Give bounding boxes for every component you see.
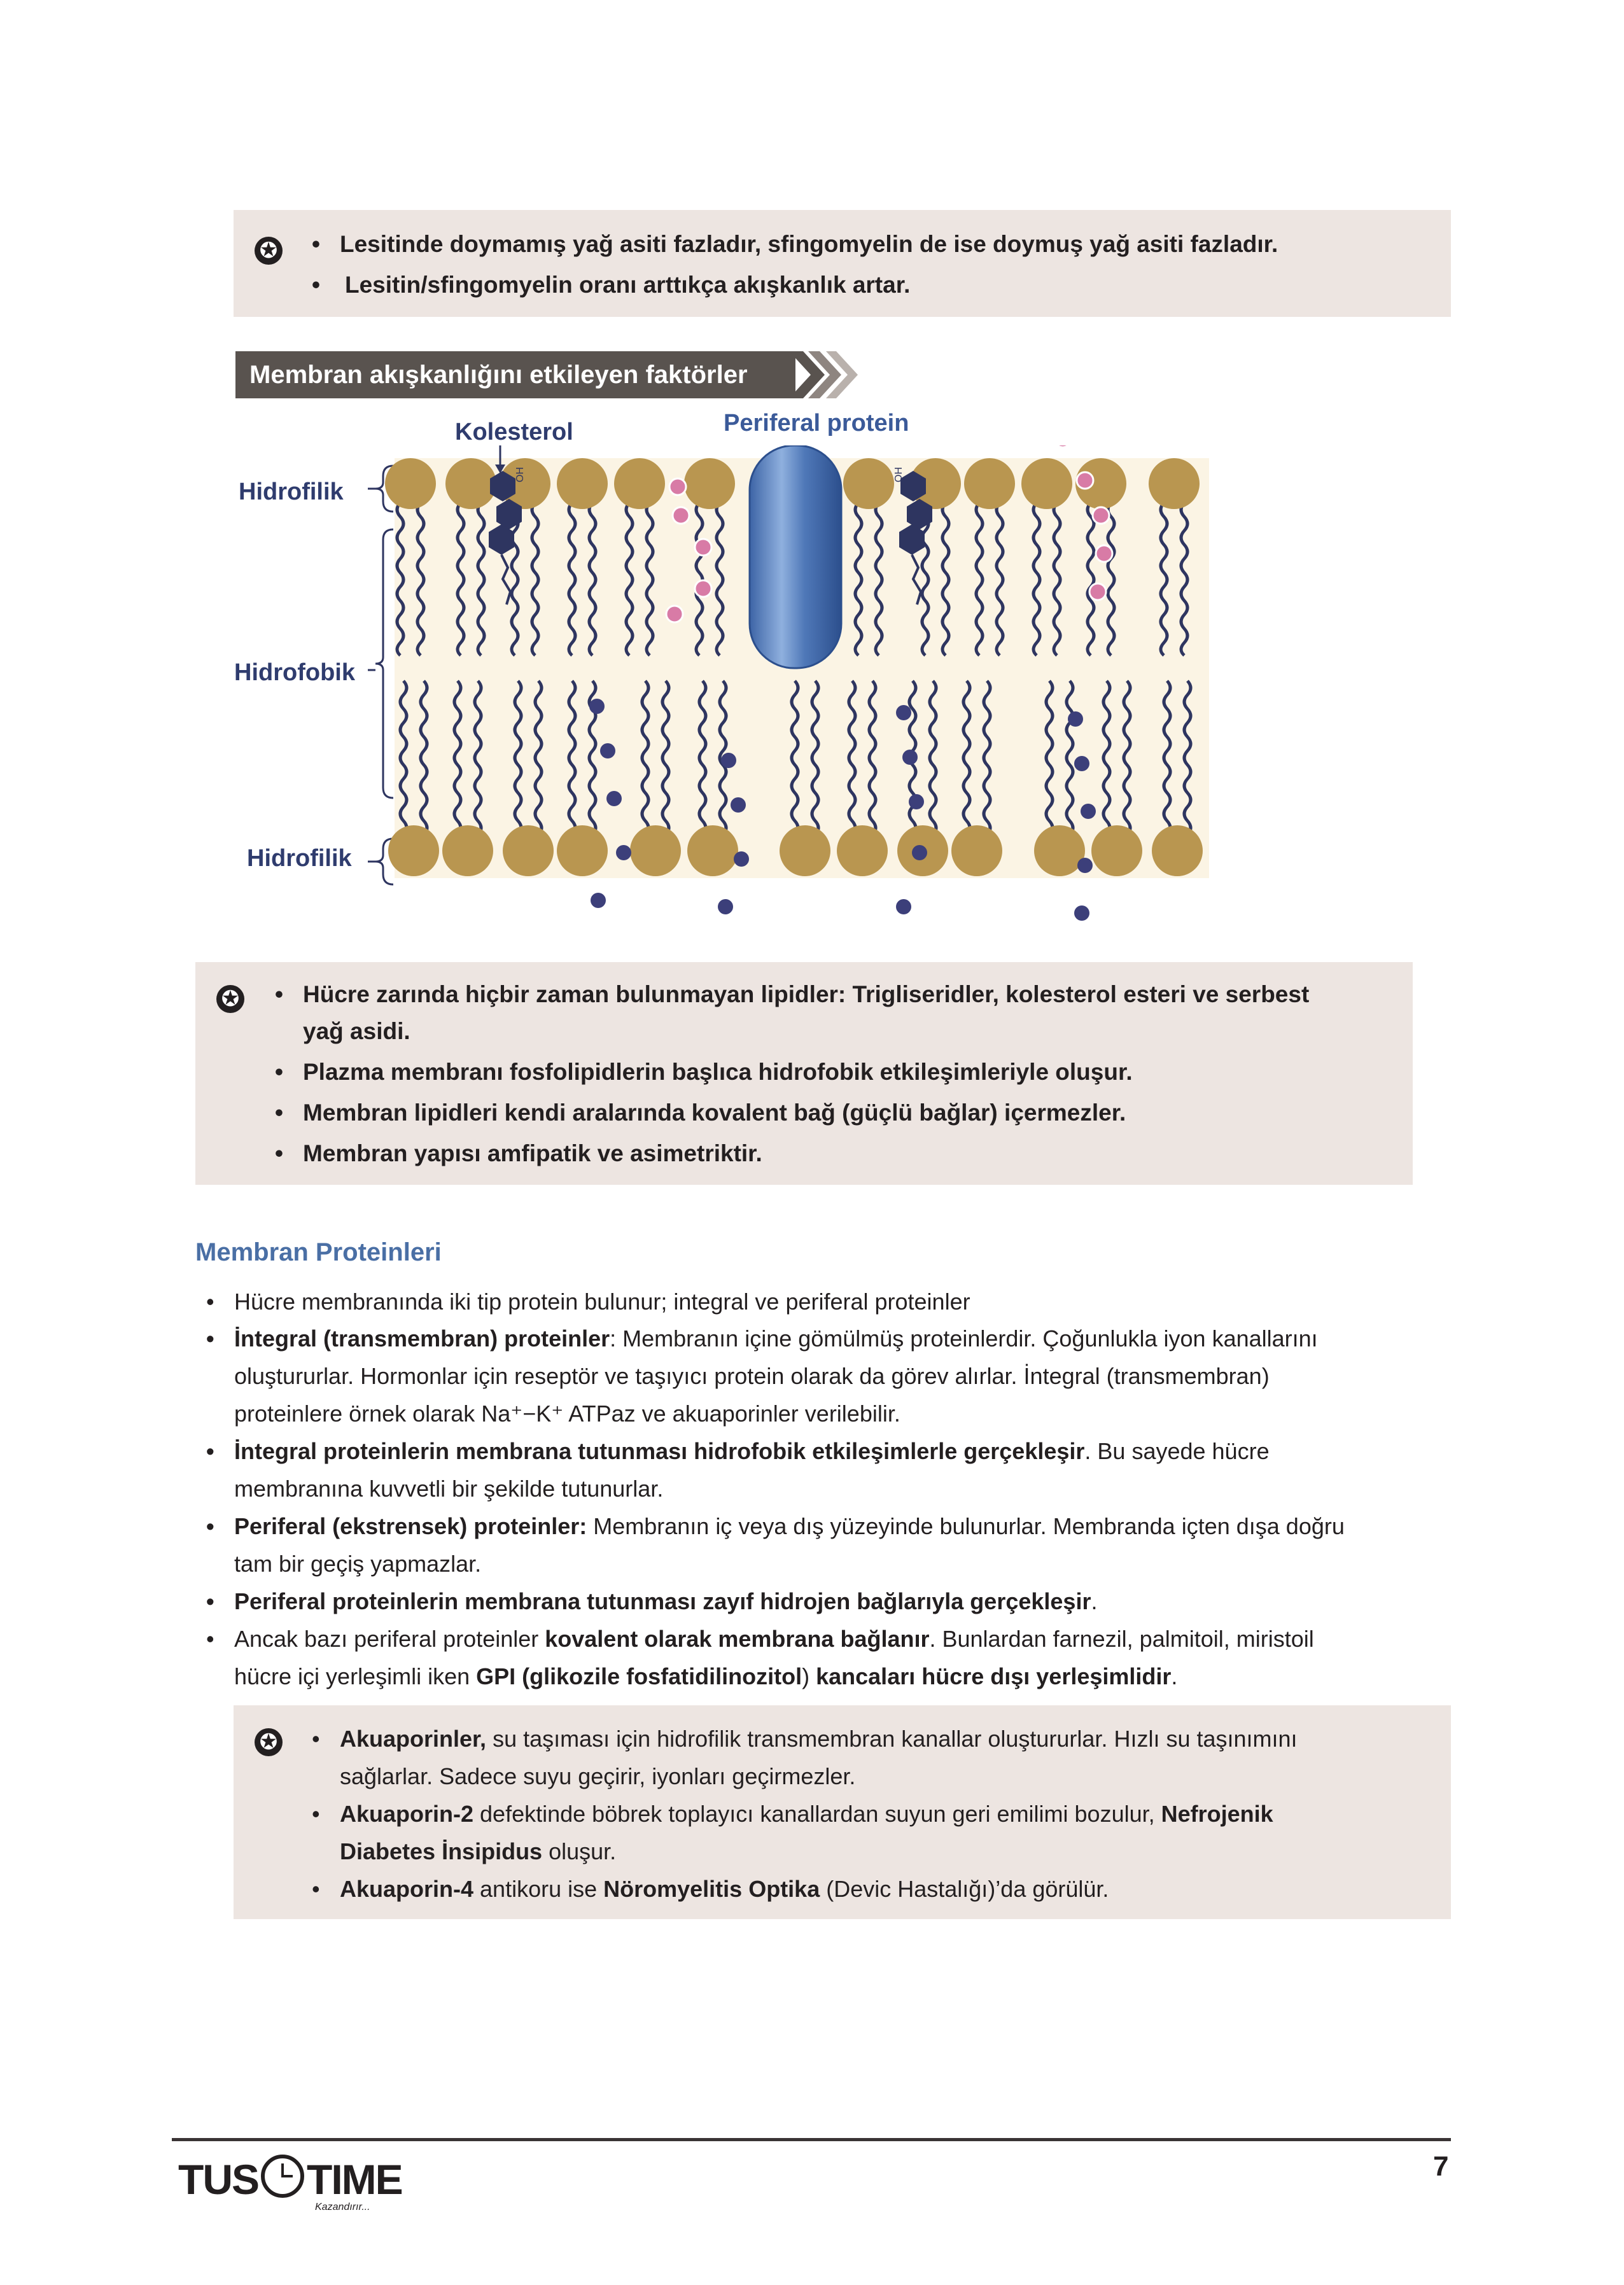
navy-particle xyxy=(896,899,911,914)
navy-particle xyxy=(896,705,911,720)
lipid-head xyxy=(442,825,493,876)
lipid-head xyxy=(964,458,1015,509)
navy-particle xyxy=(718,899,733,914)
bullet-6: • Ancak bazı periferal proteinler kovalent olarak membrana bağlanır. Bunlardan farnezil, palmitoil, miristoil xyxy=(206,1626,1314,1652)
navy-particle xyxy=(721,753,736,768)
bullet-5: • Periferal proteinlerin membrana tutunması zayıf hidrojen bağlarıyla gerçekleşir. xyxy=(206,1588,1098,1614)
lipid-head xyxy=(843,458,894,509)
note1-item: • Lesitinde doymamış yağ asiti fazladır, sfingomyelin de ise doymuş yağ asiti fazladır. xyxy=(312,231,1278,257)
navy-particle xyxy=(589,699,605,714)
note2-item: • Membran yapısı amfipatik ve asimetriktir. xyxy=(275,1140,762,1166)
lipid-head xyxy=(1091,825,1142,876)
navy-particle xyxy=(909,794,924,809)
note3-item: • Akuaporin-2 defektinde böbrek toplayıcı kanallardan suyun geri emilimi bozulur, Nefrojenik xyxy=(312,1801,1273,1827)
periferal-protein xyxy=(750,445,841,668)
lipid-head xyxy=(557,825,608,876)
bracket-middle xyxy=(375,529,393,798)
label-kolesterol: Kolesterol xyxy=(455,419,573,445)
lipid-head xyxy=(445,458,496,509)
bullet-2-cont: proteinlere örnek olarak Na⁺−K⁺ ATPaz ve akuaporinler verilebilir. xyxy=(234,1401,900,1427)
navy-particle xyxy=(1068,711,1083,727)
footer-rule xyxy=(172,2138,1451,2141)
note2-item-cont: yağ asidi. xyxy=(303,1018,410,1044)
pink-particle xyxy=(1054,445,1071,447)
lipid-head xyxy=(557,458,608,509)
note2-item: • Membran lipidleri kendi aralarında kovalent bağ (güçlü bağlar) içermezler. xyxy=(275,1100,1126,1126)
bullet-3-cont: membranına kuvvetli bir şekilde tutunurlar. xyxy=(234,1476,664,1502)
figure-header: Membran akışkanlığını etkileyen faktörler xyxy=(249,361,748,389)
navy-particle xyxy=(1074,756,1089,771)
label-hidrofobik: Hidrofobik xyxy=(234,659,355,686)
lipid-head xyxy=(1149,458,1200,509)
navy-particle xyxy=(606,791,622,806)
svg-text:OH: OH xyxy=(515,467,526,482)
bullet-4: • Periferal (ekstrensek) proteinler: Membranın iç veya dış yüzeyinde bulunurlar. Membranda içten dışa doğru xyxy=(206,1513,1345,1539)
navy-particle xyxy=(1081,804,1096,819)
lipid-head xyxy=(614,458,665,509)
section-title: Membran Proteinleri xyxy=(195,1238,442,1266)
pink-particle xyxy=(1077,472,1093,489)
pink-particle xyxy=(1089,583,1106,600)
lipid-head xyxy=(1021,458,1072,509)
navy-particle xyxy=(616,845,631,860)
header-stripes xyxy=(789,351,859,398)
lipid-head xyxy=(385,458,436,509)
navy-particle xyxy=(591,893,606,908)
note3-item-cont: Diabetes İnsipidus oluşur. xyxy=(340,1838,617,1864)
star-icon: ✪ xyxy=(255,237,283,265)
tustime-logo: TUS TIME xyxy=(178,2156,402,2203)
page-number: 7 xyxy=(1433,2151,1449,2182)
bullet-6-cont: hücre içi yerleşimli iken GPI (glikozile fosfatidilinozitol) kancaları hücre dışı yerleşimlidir. xyxy=(234,1663,1178,1689)
lipid-head xyxy=(780,825,830,876)
pink-particle xyxy=(1096,545,1112,562)
navy-particle xyxy=(1074,905,1089,921)
navy-particle xyxy=(1077,858,1093,873)
lipid-head xyxy=(951,825,1002,876)
star-icon: ✪ xyxy=(216,985,244,1013)
pink-particle xyxy=(673,507,689,524)
lipid-head xyxy=(630,825,681,876)
membrane-diagram xyxy=(356,445,1222,929)
navy-particle xyxy=(731,797,746,813)
note3-item: • Akuaporin-4 antikoru ise Nöromyelitis Optika (Devic Hastalığı)’da görülür. xyxy=(312,1876,1109,1902)
note3-item-cont: sağlarlar. Sadece suyu geçirir, iyonları geçirmezler. xyxy=(340,1763,856,1789)
pink-particle xyxy=(695,539,711,556)
lipid-head xyxy=(837,825,888,876)
clock-icon xyxy=(261,2155,304,2198)
lipid-head xyxy=(1152,825,1203,876)
label-hidrofilik-bottom: Hidrofilik xyxy=(247,845,352,872)
navy-particle xyxy=(600,743,615,758)
logo-tagline: Kazandırır... xyxy=(315,2202,370,2212)
note2-item: • Hücre zarında hiçbir zaman bulunmayan lipidler: Trigliseridler, kolesterol esteri ve serbest xyxy=(275,981,1310,1007)
pink-particle xyxy=(666,606,683,622)
note1-item: • Lesitin/sfingomyelin oranı arttıkça akışkanlık artar. xyxy=(312,272,911,298)
navy-particle xyxy=(734,851,749,867)
label-hidrofilik-top: Hidrofilik xyxy=(239,479,344,505)
star-icon: ✪ xyxy=(255,1728,283,1756)
bullet-4-cont: tam bir geçiş yapmazlar. xyxy=(234,1551,482,1577)
navy-particle xyxy=(902,750,918,765)
bullet-2-cont: oluştururlar. Hormonlar için reseptör ve taşıyıcı protein olarak da görev alırlar. İntegral (transmembran) xyxy=(234,1363,1270,1389)
note2-item: • Plazma membranı fosfolipidlerin başlıca hidrofobik etkileşimleriyle oluşur. xyxy=(275,1059,1133,1085)
pink-particle xyxy=(695,580,711,597)
label-periferal-protein: Periferal protein xyxy=(724,410,909,437)
lipid-head xyxy=(687,825,738,876)
bullet-3: • İntegral proteinlerin membrana tutunması hidrofobik etkileşimlerle gerçekleşir. Bu sayede hücre xyxy=(206,1438,1270,1464)
pink-particle xyxy=(669,479,686,495)
lipid-head xyxy=(503,825,554,876)
lipid-head xyxy=(388,825,439,876)
bullet-1: • Hücre membranında iki tip protein bulunur; integral ve periferal proteinler xyxy=(206,1289,970,1315)
lipid-head xyxy=(684,458,735,509)
note3-item: • Akuaporinler, su taşıması için hidrofilik transmembran kanallar oluştururlar. Hızlı su taşınımını xyxy=(312,1726,1298,1752)
svg-text:OH: OH xyxy=(893,467,904,482)
bullet-2: • İntegral (transmembran) proteinler: Membranın içine gömülmüş proteinlerdir. Çoğunlukla iyon kanallarını xyxy=(206,1325,1318,1352)
lipid-head xyxy=(1034,825,1085,876)
pink-particle xyxy=(1093,507,1109,524)
navy-particle xyxy=(912,845,927,860)
